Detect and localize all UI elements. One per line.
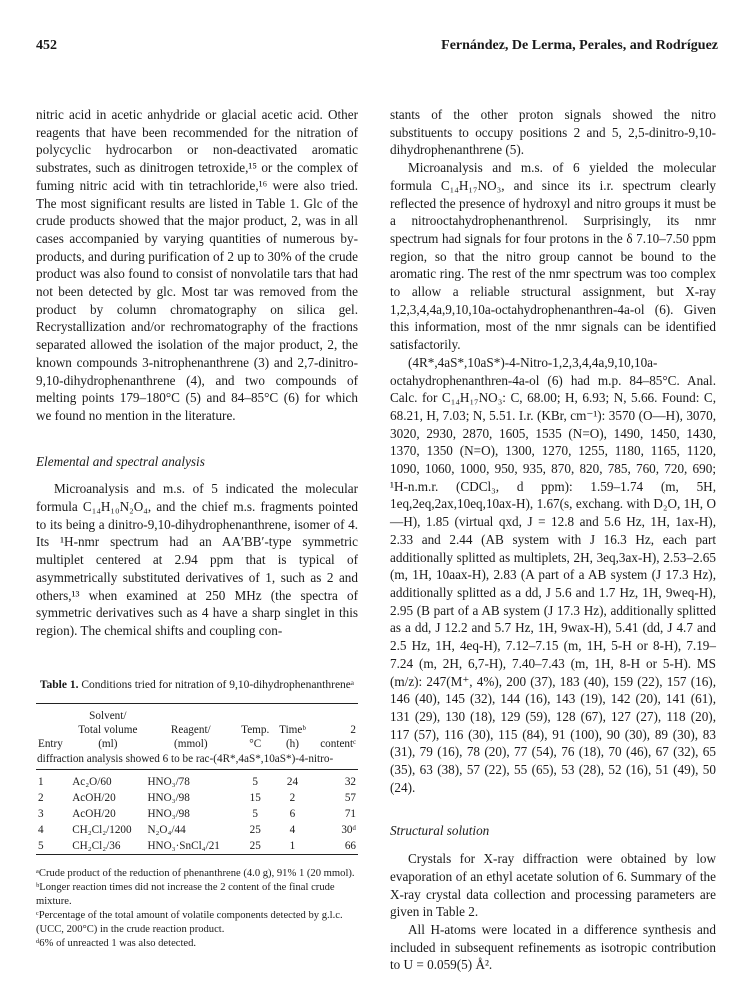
table-cell-reagent: HNO₃/78 — [147, 775, 190, 788]
table-cell-time: 24 — [286, 775, 299, 788]
table-header-solvent: Solvent/ — [89, 709, 127, 722]
table-cell-reagent: HNO₃/98 — [147, 791, 190, 804]
table-cell-content: 57 — [344, 791, 356, 804]
table-row — [36, 769, 358, 790]
table-cell-entry: 1 — [38, 775, 44, 788]
paragraph: Microanalysis and m.s. of 6 yielded the molecular formula C₁₄H₁₇NO₃, and since its i.r. spectrum clearly reflected the presence of hydroxyl and nitro groups it must be a nitrooctahydrophenanthrenol. Surprisingly, its nmr spectrum had signals for four protons in the δ 7.10–7.50 ppm region, so that the nitro group cannot be bound to the aromatic ring. The rest of the nmr spectrum was too complex to allow a reliable structural assignment, but X-ray 1,2,3,4,4a,9,10,10a-octahydrophenanthren-4a-ol (6). Given this information, most of the nmr signals can be identified satisfactorily. — [390, 160, 716, 353]
section-heading: Structural solution — [390, 823, 490, 839]
table-cell-entry: 4 — [38, 823, 44, 836]
table-row — [36, 790, 358, 806]
table-header-time: Timeᵇ — [279, 723, 306, 736]
section-heading: Elemental and spectral analysis — [36, 453, 205, 469]
table-cell-reagent: N₂O₄/44 — [147, 823, 186, 836]
table-header-temp: Temp. — [241, 723, 270, 736]
table-caption-label: Table 1. — [39, 678, 79, 691]
table-cell-temp: 15 — [249, 791, 261, 804]
table-header-content: 2 — [350, 723, 356, 736]
table-cell-temp: 25 — [249, 823, 261, 836]
page-number: 452 — [36, 38, 57, 53]
footnote: ᶜPercentage of the total amount of volatile components detected by g.l.c. (UCC, 200°C) in the crude reaction product. — [36, 909, 343, 935]
table-cell-temp: 25 — [249, 839, 261, 852]
table-header-mmol: (mmol) — [174, 737, 208, 750]
table-caption-text: Conditions tried for nitration of 9,10-dihydrophenanthreneᵃ — [81, 678, 355, 691]
table-cell-solvent: Ac₂O/60 — [72, 775, 112, 788]
paragraph: Crystals for X-ray diffraction were obtained by low evaporation of an ethyl acetate solution of 6. Summary of the X-ray crystal data collection and processing parameters are given in Table 2. — [390, 851, 716, 920]
table-body — [36, 769, 358, 854]
table-cell-entry: 3 — [38, 807, 44, 820]
table-cell-temp: 5 — [252, 807, 258, 820]
nitration-conditions-table — [36, 703, 358, 855]
table-row — [36, 806, 358, 822]
table-cell-content: 30ᵈ — [341, 823, 356, 836]
table-cell-solvent: CH₂Cl₂/1200 — [72, 823, 132, 836]
table-cell-reagent: HNO₃/98 — [147, 807, 190, 820]
paragraph: Microanalysis and m.s. of 5 indicated the molecular formula C₁₄H₁₀N₂O₄, and the chief m.s. fragments pointed to its being a dinitro-9,10-dihydrophenanthrene, isomer of 4. Its ¹H-nmr spectrum had an AA′BB′-type symmetric multiplet centered at 2.94 ppm that is typical of asymmetrically substituted derivatives of 1, such as 2 and others,¹³ when examined at 250 MHz (the spectra of symmetric derivatives such as 4 have a sharp singlet in this region). The chemical shifts and coupling con- — [36, 481, 358, 638]
footnote: ᵈ6% of unreacted 1 was also detected. — [36, 937, 197, 949]
table-cell-reagent: HNO₃·SnCl₄/21 — [147, 839, 220, 852]
table-row — [36, 822, 358, 838]
footnote: ᵃCrude product of the reduction of phenanthrene (4.0 g), 91% 1 (20 mmol). — [36, 867, 355, 879]
table-overlap-text: diffraction analysis showed 6 to be rac-(4R*,4aS*,10aS*)-4-nitro- — [36, 751, 358, 770]
paragraph: stants of the other proton signals showed the nitro substituents to occupy positions 2 and 5, 2,5-dinitro-9,10-dihydrophenanthrene (5). — [390, 107, 716, 158]
table-header-reagent: Reagent/ — [170, 723, 211, 736]
table-cell-time: 1 — [289, 839, 296, 852]
running-header-authors: Fernández, De Lerma, Perales, and Rodríguez — [441, 38, 718, 53]
table-footnotes — [36, 867, 358, 951]
paragraph: All H-atoms were located in a difference synthesis and included in subsequent refinements as isotropic contribution to U = 0.059(5) Å². — [390, 921, 716, 973]
table-cell-content: 66 — [344, 839, 356, 852]
table-cell-content: 32 — [344, 775, 356, 788]
paragraph: nitric acid in acetic anhydride or glacial acetic acid. Other reagents that have been recommended for the nitration of polycyclic hydrocarbon or non-deactivated aromatic substrates, such as dinitrogen tetroxide,¹⁵ or the complex of fuming nitric acid with tin tetrachloride,¹⁶ were also tried. The most significant results are listed in Table 1. Glc of the crude products showed that the major product, 2, was in all cases accompanied by varying quantities of numerous by-products, and during purification of 2 up to 30% of the crude product was also found to consist of nonvolatile tars that had not been detected by glc. Most tar was removed from the product by column chromatography on silica gel. Recrystallization and/or rechromatography of the fractions separated allowed the isolation of the major product, 2, the known compounds 3-nitrophenanthrene (3) and 2,7-dinitro-9,10-dihydrophenanthrene (4), and two compounds of melting points 179–180°C (5) and 84–85°C (6) for which we found no mention in the literature. — [36, 107, 358, 423]
table-cell-entry: 2 — [38, 791, 44, 804]
right-column — [390, 106, 716, 974]
table-header-ml: (ml) — [98, 737, 118, 750]
paragraph: (4R*,4aS*,10aS*)-4-Nitro-1,2,3,4,4a,9,10,10a-octahydrophenanthren-4a-ol (6) had m.p. 84–85°C. Anal. Calc. for C₁₄H₁₇NO₃: C, 68.00; H, 6.93; N, 5.66. Found: C, 68.21, H, 7.03; N, 5.51. I.r. (KBr, cm⁻¹): 3570 (O—H), 3070, 3020, 2930, 2870, 1605, 1535 (N=O), 1490, 1450, 1430, 1370, 1350 (N=O), 1300, 1270, 1255, 1180, 1165, 1120, 1090, 1060, 1000, 950, 935, 870, 820, 785, 760, 720, 690; ¹H-n.m.r. (CDCl₃, d ppm): 1.59–1.74 (m, 5H, 1eq,2eq,2ax,10eq,10ax-H), 1.67(s, exchang. with D₂O, 1H, O—H), 1.85 (virtual qxd, J = 12.8 and 5.6 Hz, 1H, 1ax-H), 2.33 and 2.44 (AB system with J 16.3 Hz, each part additionally splitted as multiplets, 2H, 3eq,3ax-H), 2.53–2.65 (m, 1H, 10aax-H), 2.83 (A part of a AB system (J 17.3 Hz), additionally splitted as a dd, J 5.6 and 1.7 Hz, 1H, 9weq-H), 2.95 (B part of a AB system (J 17.3 Hz), additionally splitted as a dd, J 12.2 and 5.7 Hz, 1H, 9wax-H), 5.41 (dd, J 4.7 and 2.5 Hz, 1H, 4eq-H), 7.12–7.15 (m, 1H, 5-H or 8-H), 7.19–7.24 (m, 2H, 6,7-H), 7.40–7.43 (m, 1H, 8-H or 5-H). MS (m/z): 247(M⁺, 4%), 200 (37), 183 (40), 159 (22), 157 (16), 146 (40), 145 (32), 144 (16), 143 (19), 142 (20), 141 (61), 131 (29), 130 (18), 129 (59), 128 (67), 127 (27), 118 (20), 117 (57), 116 (30), 115 (84), 91 (100), 90 (30), 89 (30), 83 (31), 79 (16), 78 (20), 77 (54), 76 (18), 70 (46), 67 (32), 65 (35), 63 (38), 57 (22), 55 (65), 53 (28), 52 (16), 51 (49), 50 (24). — [390, 354, 716, 795]
table-header-degc: °C — [249, 737, 262, 750]
table-caption — [36, 678, 358, 693]
table-header-contentc: contentᶜ — [320, 737, 356, 750]
table-cell-solvent: AcOH/20 — [72, 807, 116, 820]
table-cell-time: 4 — [289, 823, 296, 836]
table-row — [36, 838, 358, 855]
table-cell-time: 2 — [289, 791, 296, 804]
table-cell-time: 6 — [289, 807, 296, 820]
table-header-hours: (h) — [285, 737, 299, 750]
table-header-entry: Entry — [38, 737, 63, 750]
table-cell-solvent: AcOH/20 — [72, 791, 116, 804]
table-cell-temp: 5 — [252, 775, 258, 788]
footnote: ᵇLonger reaction times did not increase the 2 content of the final crude mixture. — [36, 881, 335, 907]
table-cell-content: 71 — [344, 807, 356, 820]
left-column — [36, 106, 358, 951]
table-cell-entry: 5 — [38, 839, 44, 852]
table-header-total-volume: Total volume — [78, 723, 138, 736]
table-cell-solvent: CH₂Cl₂/36 — [72, 839, 121, 852]
